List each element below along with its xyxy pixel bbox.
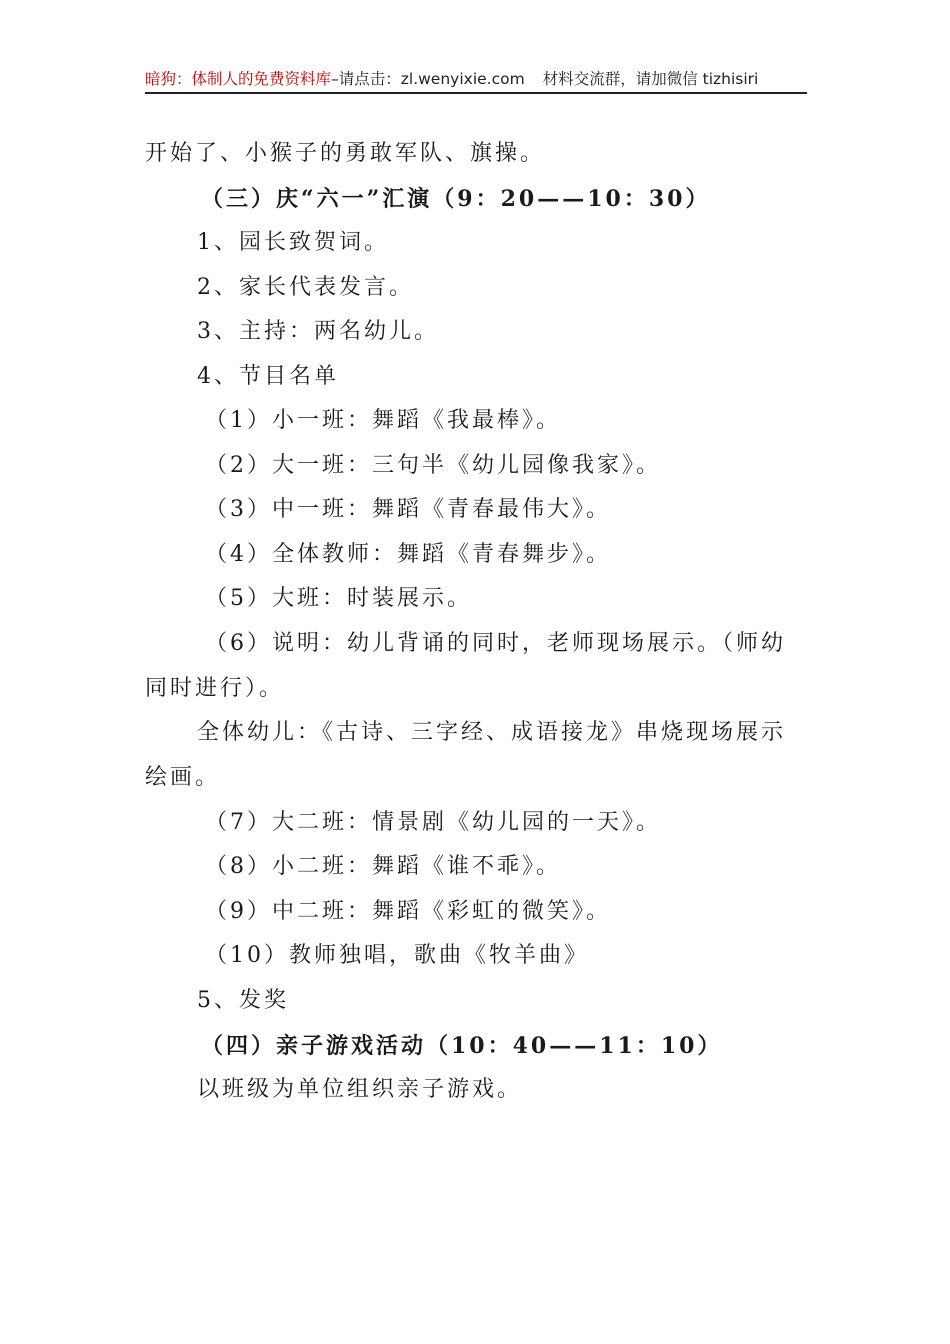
- paragraph-line: 绘画。: [145, 765, 221, 790]
- program-item: （1）小一班：舞蹈《我最棒》。: [205, 408, 561, 433]
- list-item: 3、主持：两名幼儿。: [197, 319, 439, 344]
- list-item: 2、家长代表发言。: [197, 275, 414, 300]
- program-item: （8）小二班：舞蹈《谁不乖》。: [205, 854, 561, 879]
- program-item: （4）全体教师：舞蹈《青春舞步》。: [205, 542, 611, 567]
- list-item: 4、节目名单: [197, 364, 339, 389]
- program-item: （5）大班：时装展示。: [205, 586, 472, 611]
- paragraph-line: 开始了、小猴子的勇敢军队、旗操。: [145, 141, 546, 166]
- program-item: （3）中一班：舞蹈《青春最伟大》。: [205, 497, 611, 522]
- header-site-name: 暗狗：体制人的免费资料库: [145, 70, 332, 88]
- paragraph-line: 以班级为单位组织亲子游戏。: [197, 1077, 523, 1102]
- section-heading: （三）庆“六一”汇演（9：20——10：30）: [201, 186, 711, 212]
- paragraph-line: 全体幼儿：《古诗、三字经、成语接龙》串烧现场展示: [197, 720, 787, 745]
- program-item: （9）中二班：舞蹈《彩虹的微笑》。: [205, 899, 611, 924]
- header-link-text[interactable]: –请点击：zl.wenyixie.com: [331, 70, 525, 88]
- list-item: 5、发奖: [197, 988, 289, 1013]
- section-heading: （四）亲子游戏活动（10：40——11：10）: [201, 1033, 723, 1059]
- program-item: （10）教师独唱，歌曲《牧羊曲》: [205, 943, 589, 968]
- program-item: （7）大二班：情景剧《幼儿园的一天》。: [205, 810, 661, 835]
- paragraph-line: 同时进行）。: [145, 676, 285, 701]
- header-contact-text: 材料交流群，请加微信 tizhisiri: [542, 70, 759, 88]
- list-item: 1、园长致贺词。: [197, 230, 389, 255]
- program-item: （2）大一班：三句半《幼儿园像我家》。: [205, 453, 661, 478]
- program-item: （6）说明：幼儿背诵的同时，老师现场展示。（师幼: [205, 631, 786, 656]
- page-header: [145, 64, 807, 94]
